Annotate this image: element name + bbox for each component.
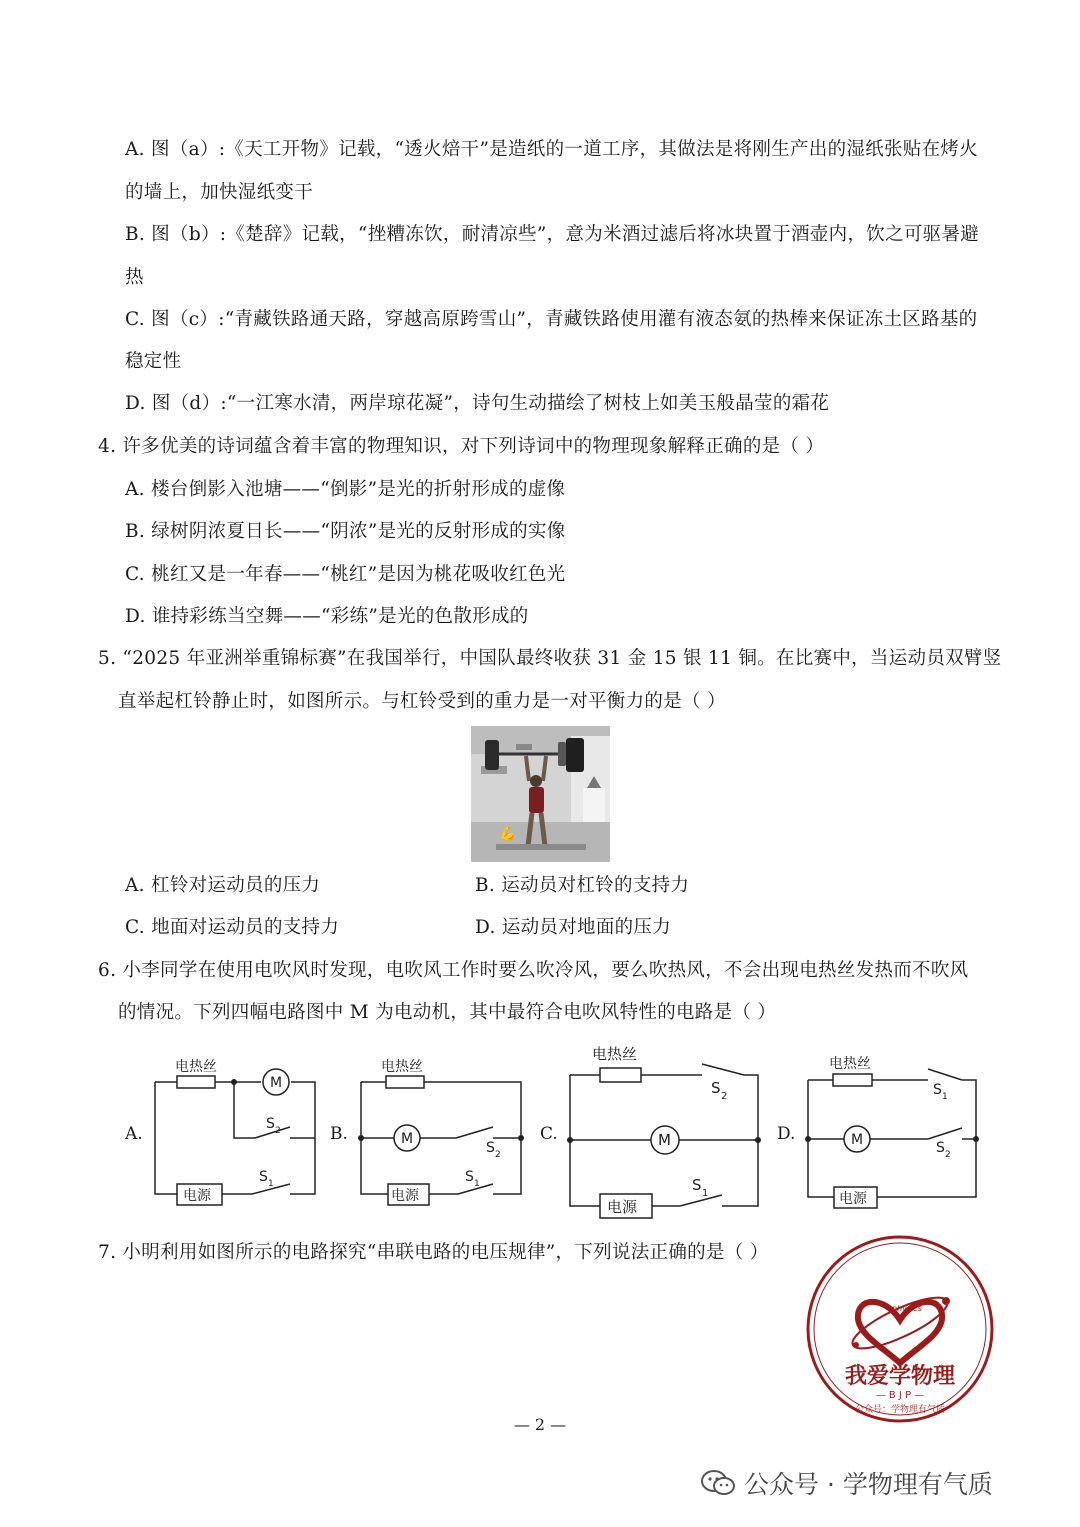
- page-number: — 2 —: [513, 1415, 567, 1434]
- svg-text:2: 2: [945, 1150, 951, 1160]
- footer-text: 公众号 · 学物理有气质: [744, 1470, 993, 1499]
- q5-option-b: B. 运动员对杠铃的支持力: [475, 875, 690, 896]
- seal-sub-text: 公众号：学物理有气质: [854, 1405, 946, 1415]
- c-motor-text: M: [658, 1131, 671, 1149]
- seal-logo: [806, 1235, 994, 1423]
- c-heater-text: 电热丝: [592, 1045, 638, 1063]
- seal-abbr-text: — B J P —: [875, 1390, 925, 1401]
- q4-option-b: B. 绿树阴浓夏日长——“阴浓”是光的反射形成的实像: [125, 521, 566, 542]
- c-s2-text: S: [711, 1079, 721, 1097]
- wechat-icon: [700, 1469, 736, 1497]
- d-s2-text: S: [936, 1140, 945, 1156]
- q6-stem-line2: 的情况。下列四幅电路图中 M 为电动机，其中最符合电吹风特性的电路是（ ）: [118, 1002, 777, 1023]
- b-motor-text: M: [401, 1131, 414, 1147]
- a-heater-text: 电热丝: [175, 1059, 217, 1075]
- d-s1-text: S: [933, 1082, 942, 1098]
- b-source-text: 电源: [391, 1188, 419, 1204]
- circuit-b-label: B.: [330, 1124, 348, 1144]
- svg-text:1: 1: [702, 1188, 709, 1199]
- seal-tag-text: physics: [892, 1304, 922, 1313]
- q4-option-a: A. 楼台倒影入池塘——“倒影”是光的折射形成的虚像: [125, 479, 566, 500]
- b-s2-text: S: [486, 1140, 495, 1156]
- d-motor-text: M: [851, 1132, 864, 1148]
- q7-stem: 7. 小明利用如图所示的电路探究“串联电路的电压规律”，下列说法正确的是（ ）: [98, 1242, 769, 1263]
- a-motor-text: M: [270, 1075, 283, 1091]
- q5-option-a: A. 杠铃对运动员的压力: [125, 875, 321, 896]
- q3-option-d-line1: D. 图（d）:“一江寒水清，两岸琼花凝”，诗句生动描绘了树枝上如美玉般晶莹的霜花: [125, 393, 830, 414]
- circuit-d-label: D.: [777, 1124, 796, 1144]
- svg-text:2: 2: [275, 1126, 281, 1136]
- q3-option-c-line1: C. 图（c）:“青藏铁路通天路，穿越高原跨雪山”，青藏铁路使用灌有液态氨的热棒来保证冻土区路基的: [125, 309, 978, 330]
- d-source-text: 电源: [839, 1191, 867, 1207]
- d-heater-text: 电热丝: [829, 1056, 871, 1072]
- circuit-d: [808, 1069, 976, 1208]
- q3-option-a-line2: 的墙上，加快湿纸变干: [125, 182, 314, 203]
- footer-watermark: [700, 1465, 993, 1501]
- a-source-text: 电源: [183, 1188, 211, 1204]
- q5-option-c: C. 地面对运动员的支持力: [125, 917, 340, 938]
- circuit-b: [361, 1076, 521, 1205]
- q5-stem-line1: 5. “2025 年亚洲举重锦标赛”在我国举行，中国队最终收获 31 金 15 银 11 铜。在比赛中，当运动员双臂竖: [98, 648, 1002, 669]
- svg-text:💪: 💪: [499, 826, 517, 842]
- c-s1-text: S: [692, 1176, 702, 1194]
- b-heater-text: 电热丝: [381, 1059, 423, 1075]
- circuit-a-label: A.: [125, 1124, 143, 1144]
- a-s2-text: S: [266, 1116, 275, 1132]
- q6-stem-line1: 6. 小李同学在使用电吹风时发现，电吹风工作时要么吹冷风，要么吹热风，不会出现电热丝发热而不吹风: [98, 960, 969, 981]
- weightlifter-photo: [471, 726, 610, 862]
- q5-stem-line2: 直举起杠铃静止时，如图所示。与杠铃受到的重力是一对平衡力的是（ ）: [118, 691, 726, 712]
- svg-text:1: 1: [474, 1179, 480, 1189]
- c-source-text: 电源: [607, 1198, 638, 1216]
- seal-title-text: 我爱学物理: [844, 1364, 956, 1389]
- q3-option-c-line2: 稳定性: [125, 351, 182, 372]
- q4-option-d: D. 谁持彩练当空舞——“彩练”是光的色散形成的: [125, 606, 529, 627]
- circuit-diagrams: [0, 1040, 1080, 1230]
- b-s1-text: S: [465, 1169, 474, 1185]
- circuit-a: [155, 1069, 315, 1205]
- q4-stem: 4. 许多优美的诗词蕴含着丰富的物理知识，对下列诗词中的物理现象解释正确的是（ ）: [98, 436, 825, 457]
- q3-option-a-line1: A. 图（a）:《天工开物》记载，“透火焙干”是造纸的一道工序，其做法是将刚生产出的湿纸张贴在烤火: [125, 139, 979, 160]
- q4-option-c: C. 桃红又是一年春——“桃红”是因为桃花吸收红色光: [125, 564, 566, 585]
- svg-text:1: 1: [268, 1179, 274, 1189]
- circuit-c-label: C.: [540, 1124, 558, 1144]
- svg-text:2: 2: [721, 1091, 728, 1102]
- svg-text:2: 2: [495, 1150, 501, 1160]
- svg-text:1: 1: [942, 1092, 948, 1102]
- a-s1-text: S: [259, 1169, 268, 1185]
- q3-option-b-line1: B. 图（b）:《楚辞》记载，“挫糟冻饮，耐清凉些”，意为米酒过滤后将冰块置于酒壶内，饮之可驱暑避: [125, 224, 980, 245]
- q3-option-b-line2: 热: [125, 267, 144, 288]
- q5-option-d: D. 运动员对地面的压力: [475, 917, 672, 938]
